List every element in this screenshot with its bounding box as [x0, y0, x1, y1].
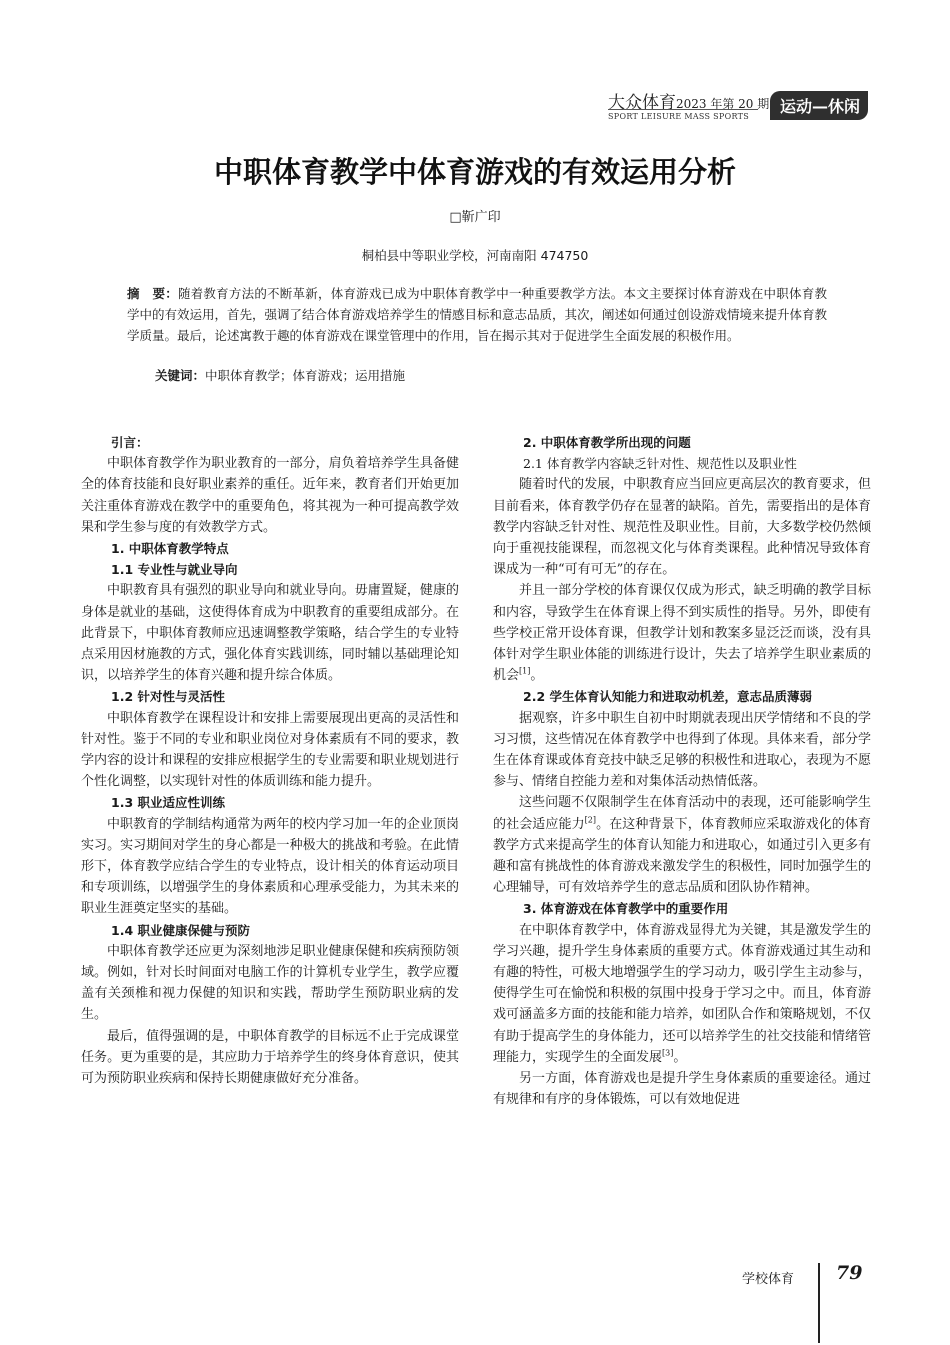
- paragraph: 另一方面，体育游戏也是提升学生身体素质的重要途径。通过有规律和有序的身体锻炼，可以有效地促进: [493, 1071, 871, 1108]
- paragraph: 随着时代的发展，中职教育应当回应更高层次的教育要求，但目前看来，体育教学仍存在显著的缺陷。首先，需要指出的是体育教学内容缺乏针对性、规范性及职业性。目前，大多数学校仍然倾向于重视技能课程，而忽视文化与体育类课程。此种情况导致体育课成为一种“可有可无”的存在。: [493, 477, 871, 578]
- subsection-heading: 1.3 职业适应性训练: [111, 795, 225, 811]
- paragraph: 中职教育具有强烈的职业导向和就业导向。毋庸置疑，健康的身体是就业的基础，这使得体育成为中职教育的重要组成部分。在此背景下，中职体育教师应迅速调整教学策略，结合学生的专业特点采用因材施教的方式，强化体育实践训练，同时辅以基础理论知识，以培养学生的体育兴趣和提升综合体质。: [81, 583, 459, 684]
- keywords: [155, 366, 825, 386]
- journal-subtitle: SPORT LEISURE MASS SPORTS: [608, 112, 750, 121]
- author: □靳广印: [449, 210, 501, 225]
- paragraph: 这些问题不仅限制学生在体育活动中的表现，还可能影响学生的社会适应能力[2]。在这种背景下，体育教师应采取游戏化的体育教学方式来提高学生的体育认知能力和进取心，如通过引入更多有趣和富有挑战性的体育游戏来激发学生的积极性，同时加强学生的心理辅导，可有效培养学生的意志品质和团队协作精神。: [493, 795, 871, 896]
- abstract-label: 摘 要：: [127, 286, 178, 301]
- paragraph: 在中职体育教学中，体育游戏显得尤为关键，其是激发学生的学习兴趣，提升学生身体素质的重要方式。体育游戏通过其生动和有趣的特性，可极大地增强学生的学习动力，吸引学生主动参与，使得学生可在愉悦和积极的氛围中投身于学习之中。而且，体育游戏可涵盖多方面的技能和能力培养，如团队合作和策略规划，不仅有助于提高学生的身体能力，还可以培养学生的社交技能和情绪管理能力，实现学生的全面发展[3]。: [493, 922, 871, 1065]
- subsection-heading: 1.1 专业性与就业导向: [111, 562, 238, 578]
- paragraph: 中职体育教学还应更为深刻地涉足职业健康保健和疾病预防领域。例如，针对长时间面对电脑工作的计算机专业学生，教学应覆盖有关颈椎和视力保健的知识和实践，帮助学生预防职业病的发生。: [81, 943, 459, 1023]
- subsection-heading: 2.1 体育教学内容缺乏针对性、规范性以及职业性: [523, 456, 797, 472]
- paragraph: 据观察，许多中职生自初中时期就表现出厌学情绪和不良的学习习惯，这些情况在体育教学中也得到了体现。具体来看，部分学生在体育课或体育竞技中缺乏足够的积极性和进取心，表现为不愿参与、情绪自控能力差和对集体活动热情低落。: [493, 710, 871, 790]
- subsection-heading: 1.4 职业健康保健与预防: [111, 922, 250, 938]
- paragraph: 最后，值得强调的是，中职体育教学的目标远不止于完成课堂任务。更为重要的是，其应助力于培养学生的终身体育意识，使其可为预防职业疾病和保持长期健康做好充分准备。: [81, 1028, 459, 1087]
- subsection-heading: 1.2 针对性与灵活性: [111, 689, 225, 705]
- paragraph: 中职体育教学在课程设计和安排上需要展现出更高的灵活性和针对性。鉴于不同的专业和职业岗位对身体素质有不同的要求，教学内容的设计和课程的安排应根据学生的专业需要和职业规划进行个性化调整，以实现针对性的体质训练和能力提升。: [81, 710, 459, 790]
- abstract: [127, 283, 827, 346]
- issue-number: 2023 年第 20 期: [676, 97, 770, 111]
- journal-header: [608, 88, 868, 130]
- citation: [1]: [519, 666, 531, 676]
- section-tag: 运动—休闲: [770, 91, 868, 120]
- paragraph: 并且一部分学校的体育课仅仅成为形式，缺乏明确的教学目标和内容，导致学生在体育课上得不到实质性的指导。另外，即使有些学校正常开设体育课，但教学计划和教案多显泛泛而谈，没有具体针对学生职业体能的训练进行设计，失去了培养学生职业素质的机会[1]。: [493, 583, 871, 684]
- keywords-label: 关键词：: [155, 368, 206, 383]
- citation: [2]: [584, 815, 597, 825]
- left-column: [81, 432, 459, 1089]
- footer-divider: [818, 1263, 820, 1343]
- citation: [3]: [662, 1048, 674, 1058]
- paragraph: 中职教育的学制结构通常为两年的校内学习加一年的企业顶岗实习。实习期间对学生的身心都是一种极大的挑战和考验。在此情形下，体育教学应结合学生的专业特点，设计相关的体育运动项目和专项训练，以增强学生的身体素质和心理承受能力，为其未来的职业生涯奠定坚实的基础。: [81, 816, 459, 917]
- article-title: 中职体育教学中体育游戏的有效运用分析: [213, 155, 736, 189]
- page-number: 79: [836, 1262, 863, 1284]
- section-heading: 3. 体育游戏在体育教学中的重要作用: [523, 901, 729, 917]
- paragraph: 中职体育教学作为职业教育的一部分，肩负着培养学生具备健全的体育技能和良好职业素养的重任。近年来，教育者们开始更加关注重体育游戏在教学中的重要角色，将其视为一种可提高教学效果和学生参与度的有效教学方式。: [81, 456, 459, 535]
- header-divider: [608, 109, 758, 110]
- affiliation: 桐柏县中等职业学校，河南南阳 474750: [361, 248, 589, 263]
- abstract-text: 随着教育方法的不断革新，体育游戏已成为中职体育教学中一种重要教学方法。本文主要探讨体育游戏在中职体育教学中的有效运用，首先，强调了结合体育游戏培养学生的情感目标和意志品质，其次，阐述如何通过创设游戏情境来提升体育教学质量。最后，论述寓教于趣的体育游戏在课堂管理中的作用，旨在揭示其对于促进学生全面发展的积极作用。: [127, 286, 828, 343]
- subsection-heading: 2.2 学生体育认知能力和进取动机差，意志品质薄弱: [523, 689, 812, 705]
- keywords-text: 中职体育教学；体育游戏；运用措施: [205, 368, 406, 383]
- section-heading: 1. 中职体育教学特点: [111, 541, 229, 557]
- section-heading: 2. 中职体育教学所出现的问题: [523, 435, 691, 450]
- footer-section-label: 学校体育: [742, 1272, 795, 1287]
- journal-name: 大众体育2023 年第 20 期: [608, 93, 770, 113]
- right-column: [493, 432, 871, 1111]
- intro-heading: 引言：: [111, 435, 149, 450]
